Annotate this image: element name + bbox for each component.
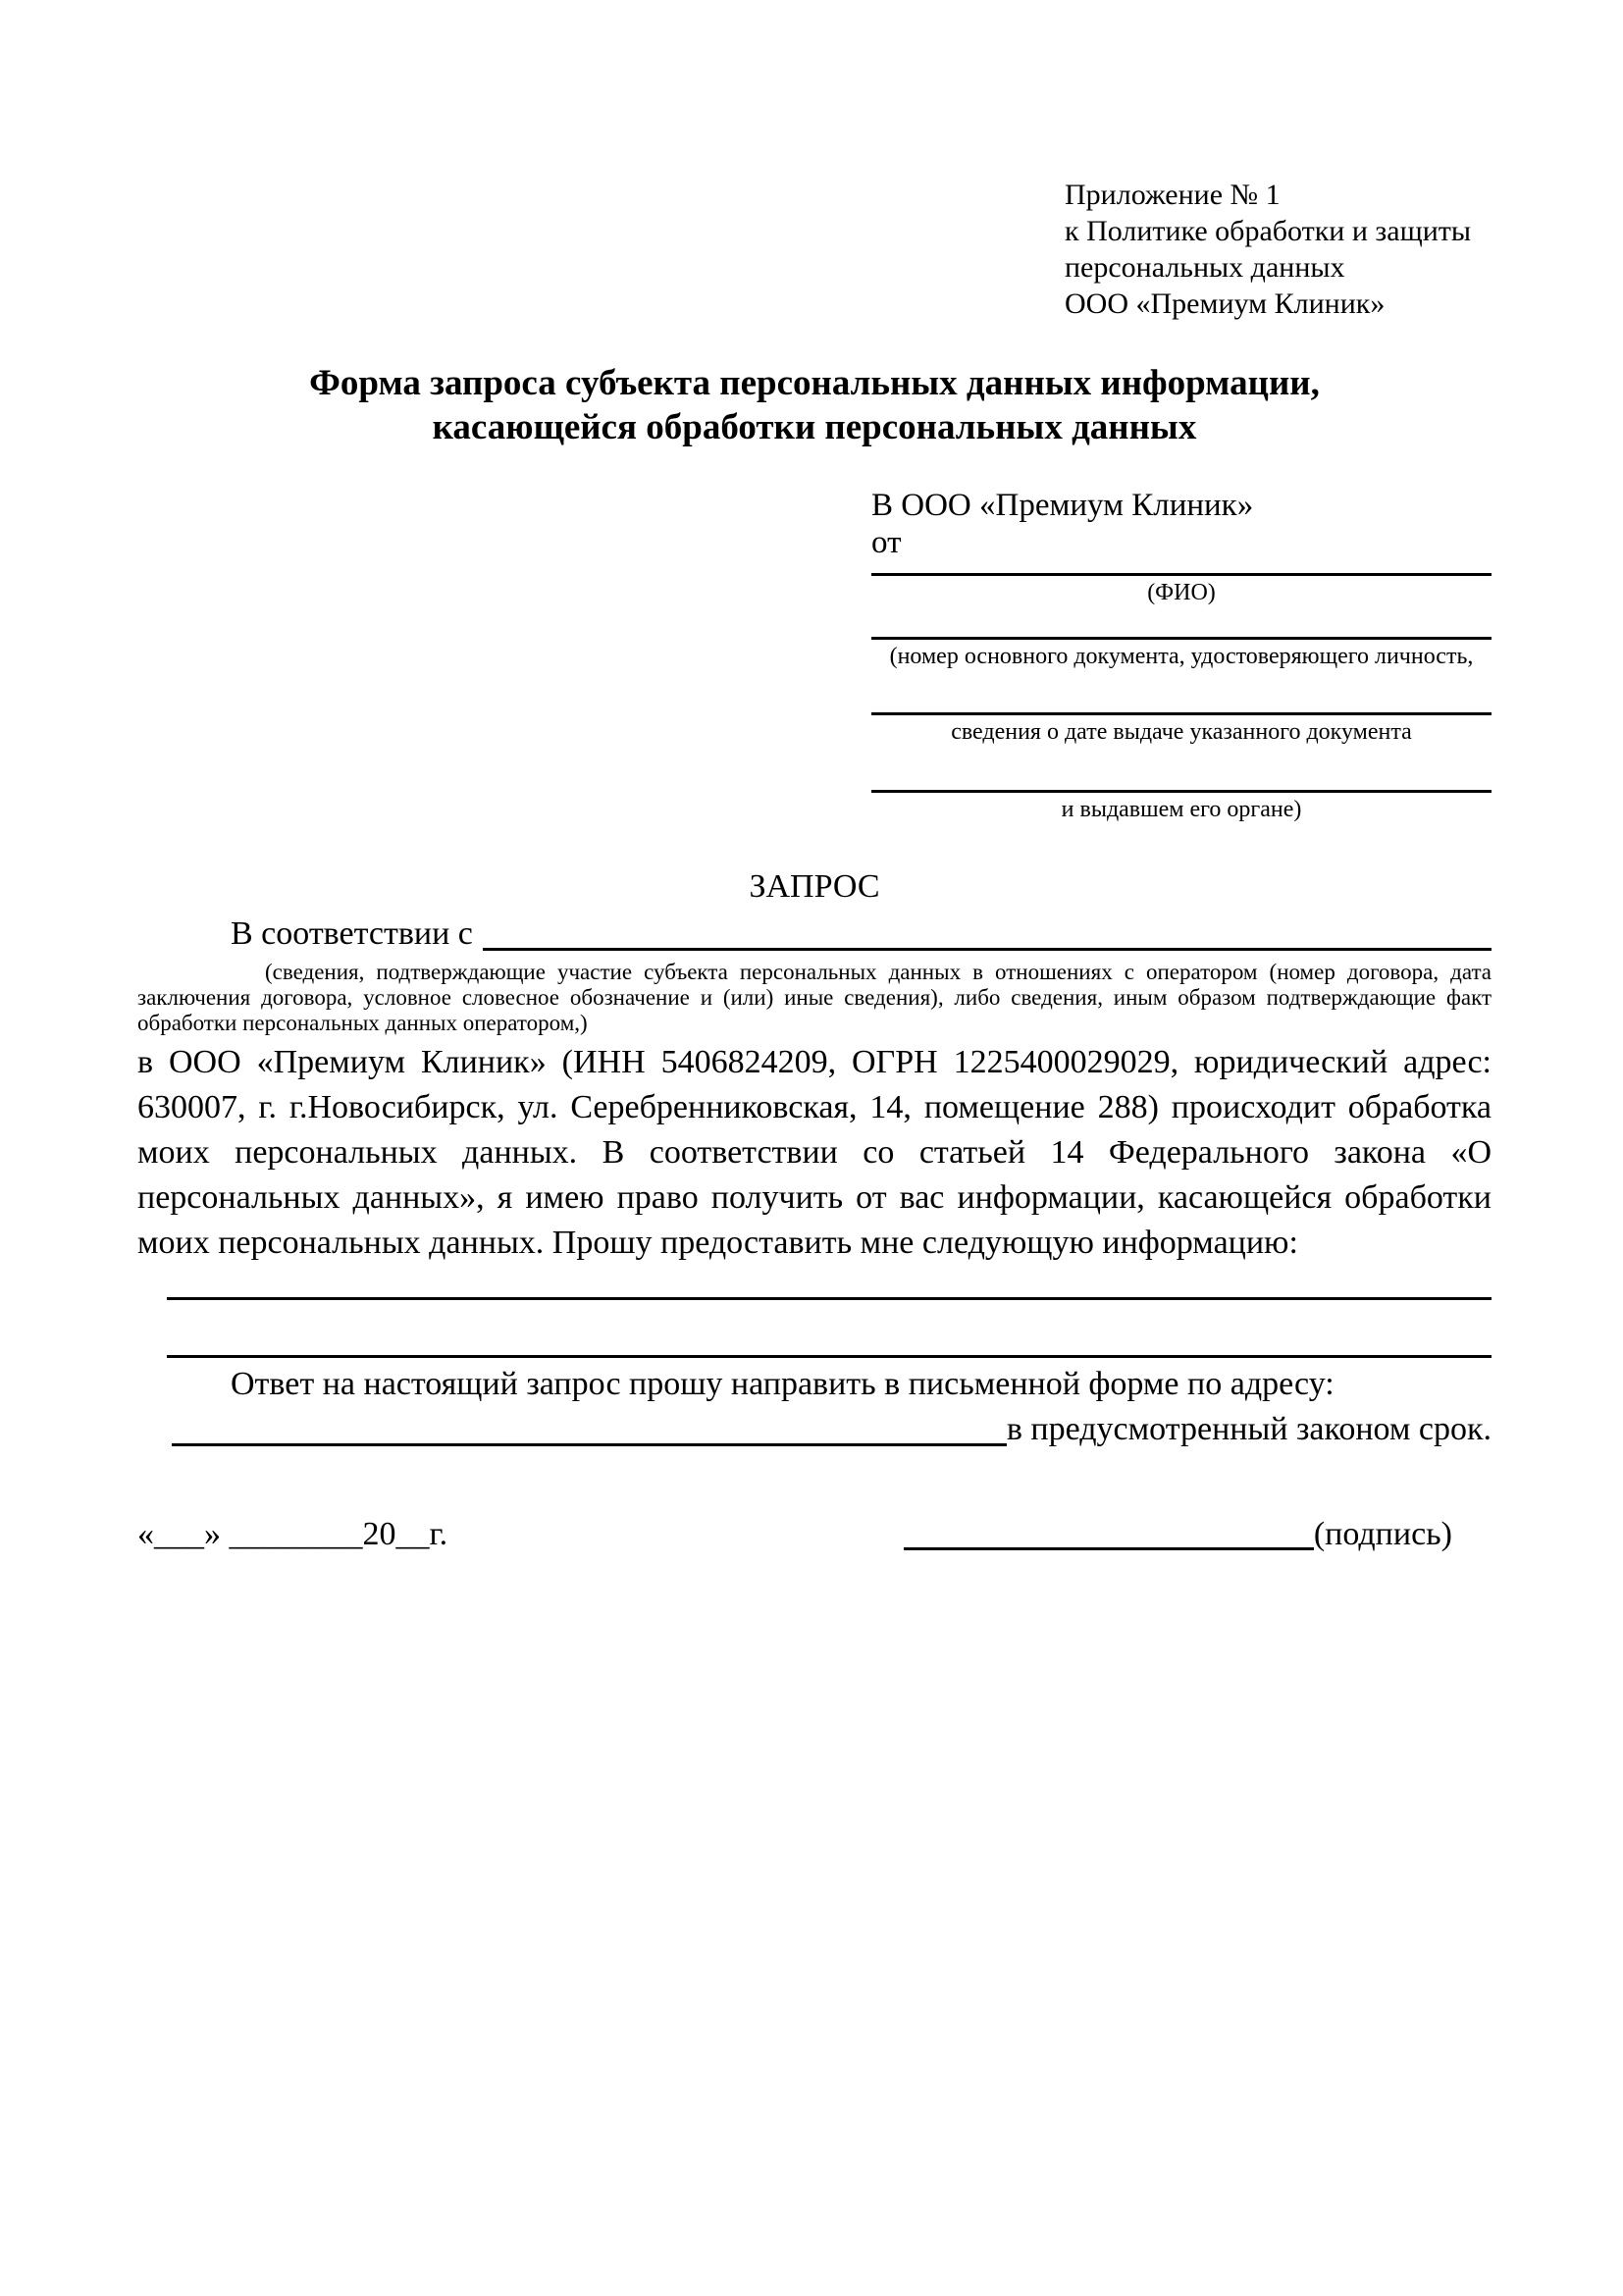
annex-header-line: ООО «Премиум Клиник» [1065,287,1386,320]
issuing-authority-caption: и выдавшем его органе) [1061,797,1302,822]
addressee-block [871,487,1492,824]
signature-blank-line [904,1547,1314,1550]
document-number-caption: (номер основного документа, удостоверяющего личность, [889,644,1474,669]
annex-header-line: Приложение № 1 [1065,179,1281,211]
annex-header-line: персональных данных [1065,251,1345,284]
addressee-to: В ООО «Премиум Клиник» [871,488,1254,523]
issue-date-caption: сведения о дате выдаче указанного документа [951,719,1412,745]
intro-label: В соответствии с [231,915,473,952]
annex-header-line: к Политике обработки и защиты [1065,215,1472,247]
document-title [137,361,1492,449]
document-title-line: Форма запроса субъекта персональных данных информации, [309,363,1320,403]
signature-group [904,1513,1452,1556]
information-blank-line [167,1297,1492,1300]
document-title-line: касающейся обработки персональных данных [432,407,1197,447]
request-heading: ЗАПРОС [749,868,880,905]
request-body: в ООО «Премиум Клиник» (ИНН 5406824209, ОГРН 1225400029029, юридический адрес: 630007, г. г.Новосибирск, ул. Серебренниковская, 14, помещение 288) происходит обработка моих персональных данных. В соответствии со статьей 14 Федерального закона «О персональных данных», я имею право получить от вас информации, касающейся обработки моих персональных данных. Прошу предоставить мне следующую информацию: [137,1044,1492,1261]
intro-blank-line [483,948,1492,951]
addressee-from: от [871,525,902,560]
fio-caption: (ФИО) [1147,580,1216,605]
footer-row [137,1513,1492,1556]
intro-note: (сведения, подтверждающие участие субъекта персональных данных в отношениях с оператором (номер договора, дата заключения договора, условное словесное обозначение и (или) иные сведения), либо сведения, иным образом подтверждающие факт обработки персональных данных оператором,) [137,960,1492,1035]
signature-caption: (подпись) [1313,1516,1452,1552]
information-blank-line [167,1355,1492,1358]
intro-row [137,913,1492,956]
reply-paragraph: Ответ на настоящий запрос прошу направить в письменной форме по адресу: [231,1366,1335,1402]
annex-header [1065,177,1492,322]
address-blank-line [172,1443,1007,1446]
reply-tail-row [137,1407,1492,1452]
date-blank: «___» ________20__г. [137,1516,448,1552]
reply-tail-text: в предусмотренный законом срок. [1006,1411,1492,1447]
